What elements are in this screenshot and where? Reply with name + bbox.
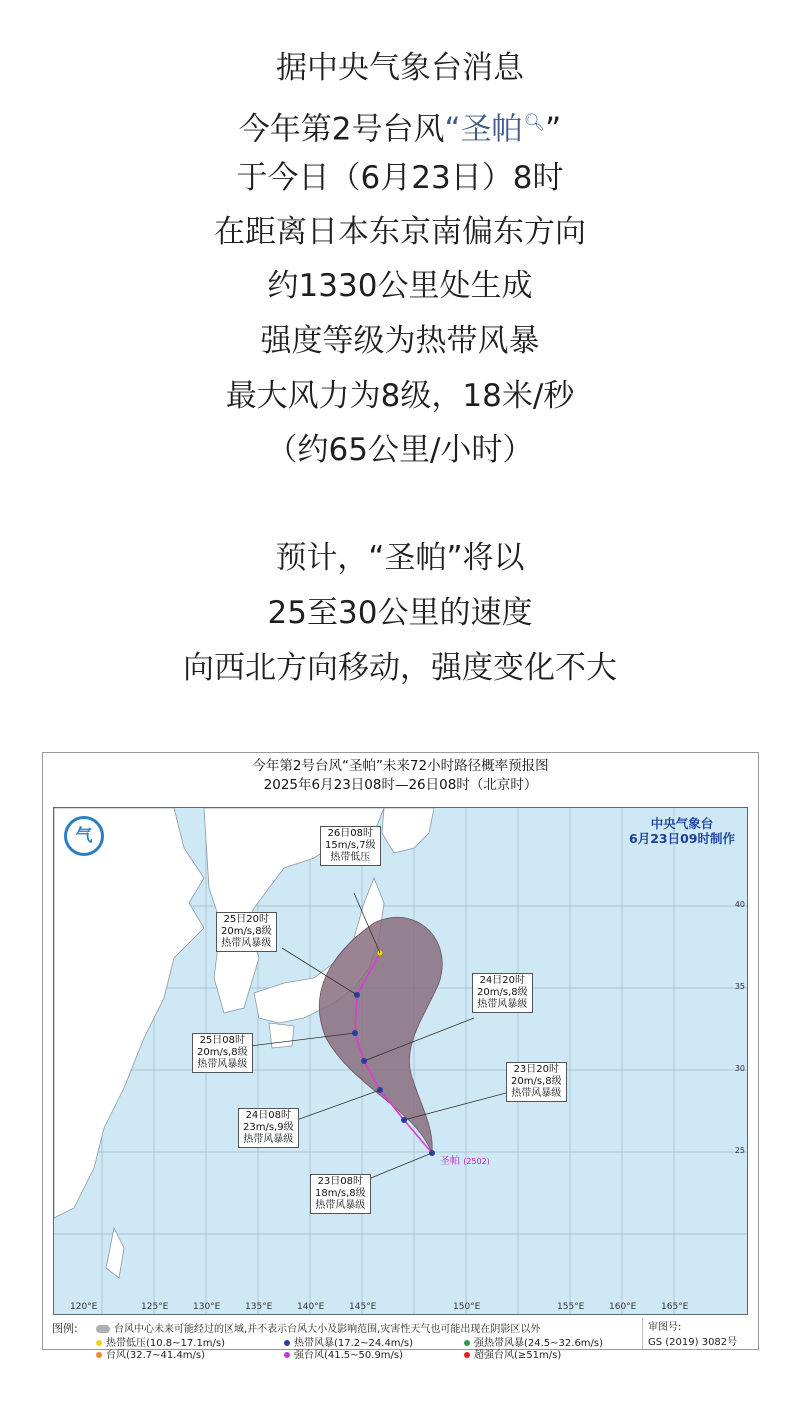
search-icon[interactable]: 🔍︎ — [523, 113, 546, 133]
cone-swatch-icon — [96, 1325, 110, 1333]
issued-time: 6月23日09时制作 — [629, 831, 735, 846]
legend-item-label: 热带低压(10.8~17.1m/s) — [106, 1338, 226, 1349]
track-label-level: 热带风暴级 — [243, 1134, 294, 1145]
article-line-text: 今年第2号台风 — [238, 111, 445, 148]
cma-logo-icon: 气 — [64, 816, 104, 856]
legend-item-label: 热带风暴(17.2~24.4m/s) — [294, 1338, 414, 1349]
forecast-map-figure[interactable] — [42, 752, 759, 1361]
lat-label: 30 — [734, 1064, 745, 1073]
track-label-wind: 15m/s,7级 — [325, 840, 376, 851]
article-line: 约1330公里处生成 — [267, 268, 533, 304]
track-label-wind: 20m/s,8级 — [197, 1047, 248, 1058]
track-label-wind: 20m/s,8级 — [511, 1076, 562, 1087]
track-label-level: 热带风暴级 — [221, 938, 272, 949]
legend-cone-item — [96, 1320, 540, 1335]
storm-code: (2502) — [463, 1157, 490, 1166]
legend-item-label: 强台风(41.5~50.9m/s) — [294, 1350, 404, 1361]
map-review-number — [648, 1320, 737, 1350]
track-label-time: 24日08时 — [245, 1110, 292, 1121]
orange-dot-icon — [96, 1352, 102, 1358]
keyword-open-quote: “ — [444, 111, 461, 148]
lon-label: 155°E — [557, 1302, 585, 1312]
lon-label: 140°E — [297, 1302, 325, 1312]
article-line-typhoon-name — [0, 103, 800, 149]
review-number: GS (2019) 3082号 — [648, 1337, 738, 1348]
track-label-25-20 — [216, 912, 277, 952]
track-label-time: 23日20时 — [513, 1064, 560, 1075]
lon-label: 120°E — [70, 1302, 98, 1312]
legend-item-label: 台风(32.7~41.4m/s) — [106, 1350, 206, 1361]
lon-label: 135°E — [245, 1302, 273, 1312]
review-label: 审图号: — [648, 1322, 682, 1333]
figure-title: 今年第2号台风“圣帕”未来72小时路径概率预报图 — [252, 758, 549, 774]
track-label-level: 热带风暴级 — [315, 1200, 366, 1211]
track-label-time: 24日20时 — [479, 975, 526, 986]
track-label-time: 25日08时 — [199, 1035, 246, 1046]
map-canvas — [54, 808, 747, 1314]
legend-item-label: 超强台风(≥51m/s) — [474, 1350, 562, 1361]
legend-item-label: 强热带风暴(24.5~32.6m/s) — [474, 1338, 604, 1349]
article-line: 于今日（6月23日）8时 — [236, 160, 564, 196]
track-label-24-20 — [472, 973, 533, 1013]
legend-item — [464, 1346, 561, 1361]
article-line: 在距离日本东京南偏东方向 — [214, 214, 586, 250]
track-label-wind: 20m/s,8级 — [477, 987, 528, 998]
track-label-wind: 20m/s,8级 — [221, 926, 272, 937]
agency-name: 中央气象台 — [650, 816, 714, 831]
track-label-wind: 23m/s,9级 — [243, 1122, 294, 1133]
keyword-link[interactable]: 圣帕 — [460, 111, 523, 148]
track-label-time: 25日20时 — [223, 914, 270, 925]
lon-label: 145°E — [349, 1302, 377, 1312]
typhoon-track-map — [53, 807, 748, 1315]
track-label-23-08 — [310, 1174, 371, 1214]
legend-item — [284, 1346, 403, 1361]
lat-label: 35 — [734, 982, 745, 991]
article-line: 强度等级为热带风暴 — [260, 323, 540, 359]
legend-item — [96, 1346, 205, 1361]
track-label-23-20 — [506, 1062, 567, 1102]
article-line: 预计，“圣帕”将以 — [275, 540, 525, 576]
purple-dot-icon — [284, 1352, 290, 1358]
lon-label: 125°E — [141, 1302, 169, 1312]
article-line: 据中央气象台消息 — [276, 50, 524, 86]
track-label-level: 热带风暴级 — [477, 999, 528, 1010]
lat-label: 25 — [734, 1146, 745, 1155]
keyword-close-quote: ” — [545, 111, 562, 148]
storm-name: 圣帕 — [440, 1156, 460, 1167]
figure-subtitle: 2025年6月23日08时—26日08时（北京时） — [263, 777, 538, 793]
track-label-wind: 18m/s,8级 — [315, 1188, 366, 1199]
lat-label: 40 — [734, 900, 745, 909]
agency-stamp — [629, 816, 735, 846]
lon-label: 160°E — [609, 1302, 637, 1312]
track-label-26-08 — [320, 826, 381, 866]
article-line: 25至30公里的速度 — [267, 595, 533, 631]
track-label-level: 热带低压 — [330, 852, 371, 863]
track-label-time: 23日08时 — [317, 1176, 364, 1187]
track-label-24-08 — [238, 1108, 299, 1148]
lon-label: 150°E — [453, 1302, 481, 1312]
lon-label: 130°E — [193, 1302, 221, 1312]
map-legend — [44, 1318, 757, 1361]
track-label-level: 热带风暴级 — [197, 1059, 248, 1070]
article-line: （约65公里/小时） — [266, 432, 534, 468]
track-label-25-08 — [192, 1033, 253, 1073]
legend-title: 图例: — [52, 1322, 78, 1335]
article-line: 最大风力为8级，18米/秒 — [225, 378, 575, 414]
lon-label: 165°E — [661, 1302, 689, 1312]
article-line: 向西北方向移动，强度变化不大 — [183, 650, 617, 686]
track-label-level: 热带风暴级 — [511, 1088, 562, 1099]
red-dot-icon — [464, 1352, 470, 1358]
storm-name-label — [440, 1152, 490, 1167]
track-label-time: 26日08时 — [327, 828, 374, 839]
legend-cone-text: 台风中心未来可能经过的区域,并不表示台风大小及影响范围,灾害性天气也可能出现在阴影区以外 — [114, 1324, 541, 1335]
legend-divider — [642, 1318, 643, 1349]
